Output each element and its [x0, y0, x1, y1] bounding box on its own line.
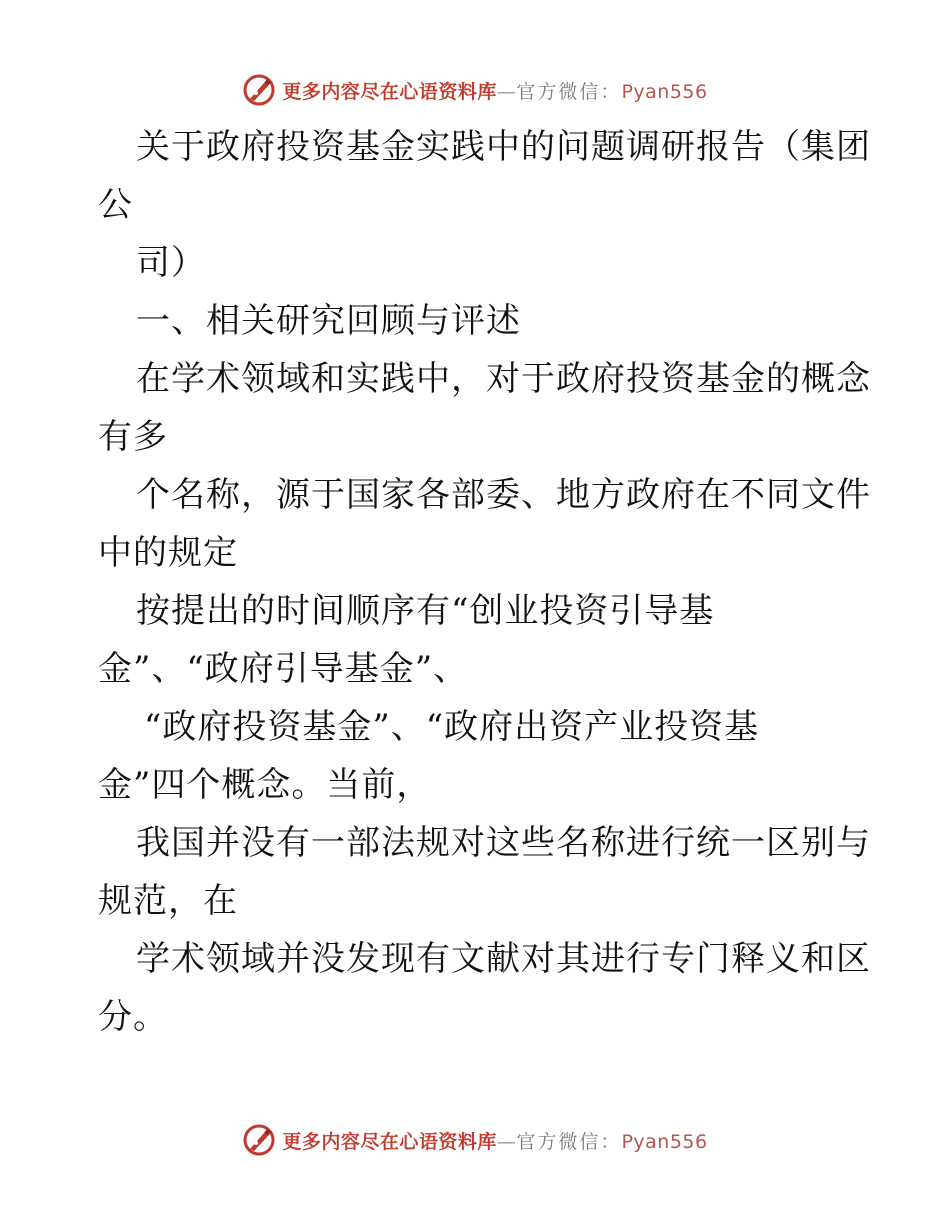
banner-main-text: 更多内容尽在心语资料库 — [282, 80, 497, 103]
paragraph-line: 我国并没有一部法规对这些名称进行统一区别与 — [136, 823, 871, 863]
pen-logo-icon — [242, 1123, 276, 1157]
banner-separator: — — [496, 80, 517, 103]
paragraph-line: 有多 — [98, 417, 168, 457]
section-heading: 一、相关研究回顾与评述 — [136, 301, 521, 341]
banner-main-text: 更多内容尽在心语资料库 — [282, 1130, 497, 1153]
banner-wechat-label: 官方微信： — [516, 80, 622, 103]
banner-content — [242, 1123, 707, 1157]
banner-content — [242, 73, 707, 107]
paragraph-line: 中的规定 — [98, 533, 238, 573]
document-body — [98, 118, 871, 1046]
paragraph-line: 学术领域并没发现有文献对其进行专门释义和区 — [136, 939, 871, 979]
paragraph-line: 按提出的时间顺序有“创业投资引导基 — [136, 591, 715, 631]
paragraph-line: 规范，在 — [98, 881, 238, 921]
paragraph-line: 金”、“政府引导基金”、 — [98, 649, 469, 689]
header-banner — [0, 70, 950, 110]
pen-logo-icon — [242, 73, 276, 107]
paragraph-line: 金”四个概念。当前， — [98, 765, 432, 805]
banner-text — [282, 77, 707, 104]
paragraph-line: 分。 — [98, 997, 168, 1037]
banner-wechat-label: 官方微信： — [516, 1130, 622, 1153]
banner-separator: — — [496, 1130, 517, 1153]
footer-banner — [0, 1120, 950, 1160]
paragraph-line: “政府投资基金”、“政府出资产业投资基 — [144, 707, 760, 747]
paragraph-line: 在学术领域和实践中，对于政府投资基金的概念 — [136, 359, 871, 399]
title-line-2: 公 — [98, 185, 133, 225]
banner-text — [282, 1127, 707, 1154]
title-line-1: 关于政府投资基金实践中的问题调研报告（集团 — [136, 127, 871, 167]
banner-wechat-id: Pyan556 — [621, 80, 708, 103]
title-line-3: 司） — [136, 243, 206, 283]
banner-wechat-id: Pyan556 — [621, 1130, 708, 1153]
paragraph-line: 个名称，源于国家各部委、地方政府在不同文件 — [136, 475, 871, 515]
